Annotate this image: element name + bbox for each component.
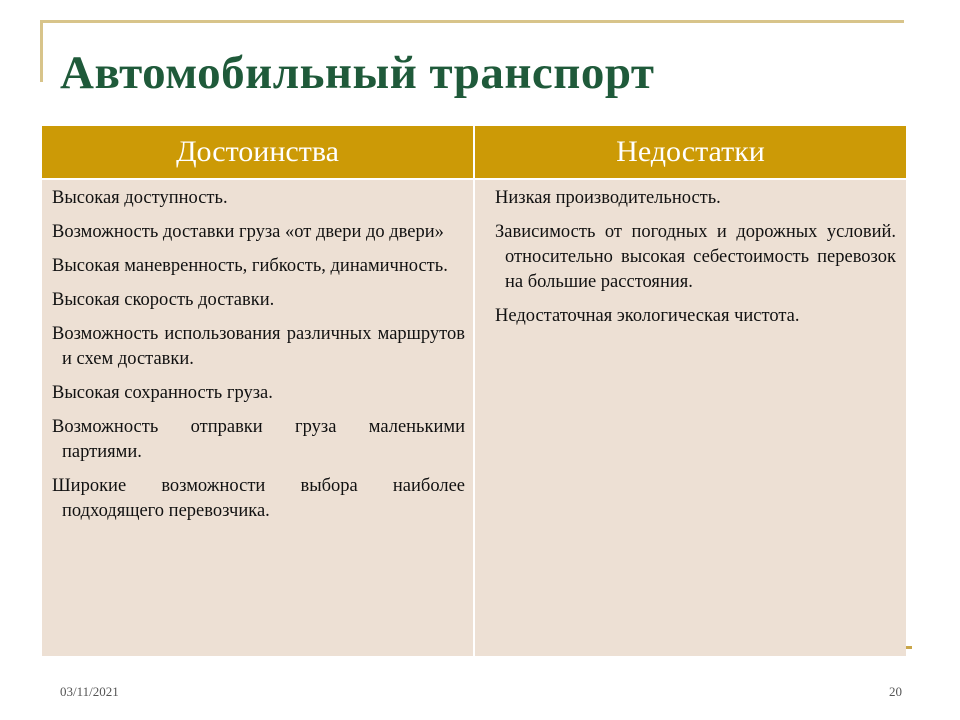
advantage-item: Возможность использования различных маршрутов и схем доставки.	[52, 324, 465, 369]
disadvantage-item: Недостаточная экологическая чистота.	[495, 306, 800, 326]
footer-date: 03/11/2021	[60, 684, 119, 699]
advantage-item: Широкие возможности выбора наиболее подходящего перевозчика.	[52, 476, 465, 521]
advantage-item: Возможность отправки груза маленькими партиями.	[52, 417, 465, 462]
advantage-item: Высокая скорость доставки.	[52, 290, 275, 310]
advantages-header: Достоинства	[42, 126, 473, 180]
advantage-item: Высокая сохранность груза.	[52, 383, 273, 403]
advantages-column	[42, 126, 475, 656]
disadvantages-cell	[475, 180, 906, 656]
slide-title: Автомобильный транспорт	[60, 47, 655, 99]
disadvantage-item: Зависимость от погодных и дорожных условий. относительно высокая себестоимость перевозок на большие расстояния.	[495, 222, 896, 292]
page-number: 20	[889, 684, 902, 699]
left-accent-line	[40, 20, 43, 82]
advantage-item: Высокая маневренность, гибкость, динамичность.	[52, 256, 448, 276]
comparison-table	[42, 126, 906, 656]
disadvantages-header: Недостатки	[475, 126, 906, 180]
disadvantages-column	[475, 126, 906, 656]
advantage-item: Возможность доставки груза «от двери до двери»	[52, 222, 444, 242]
disadvantage-item: Низкая производительность.	[495, 188, 721, 208]
advantages-cell	[42, 180, 473, 656]
top-accent-line	[40, 20, 904, 23]
advantage-item: Высокая доступность.	[52, 188, 228, 208]
